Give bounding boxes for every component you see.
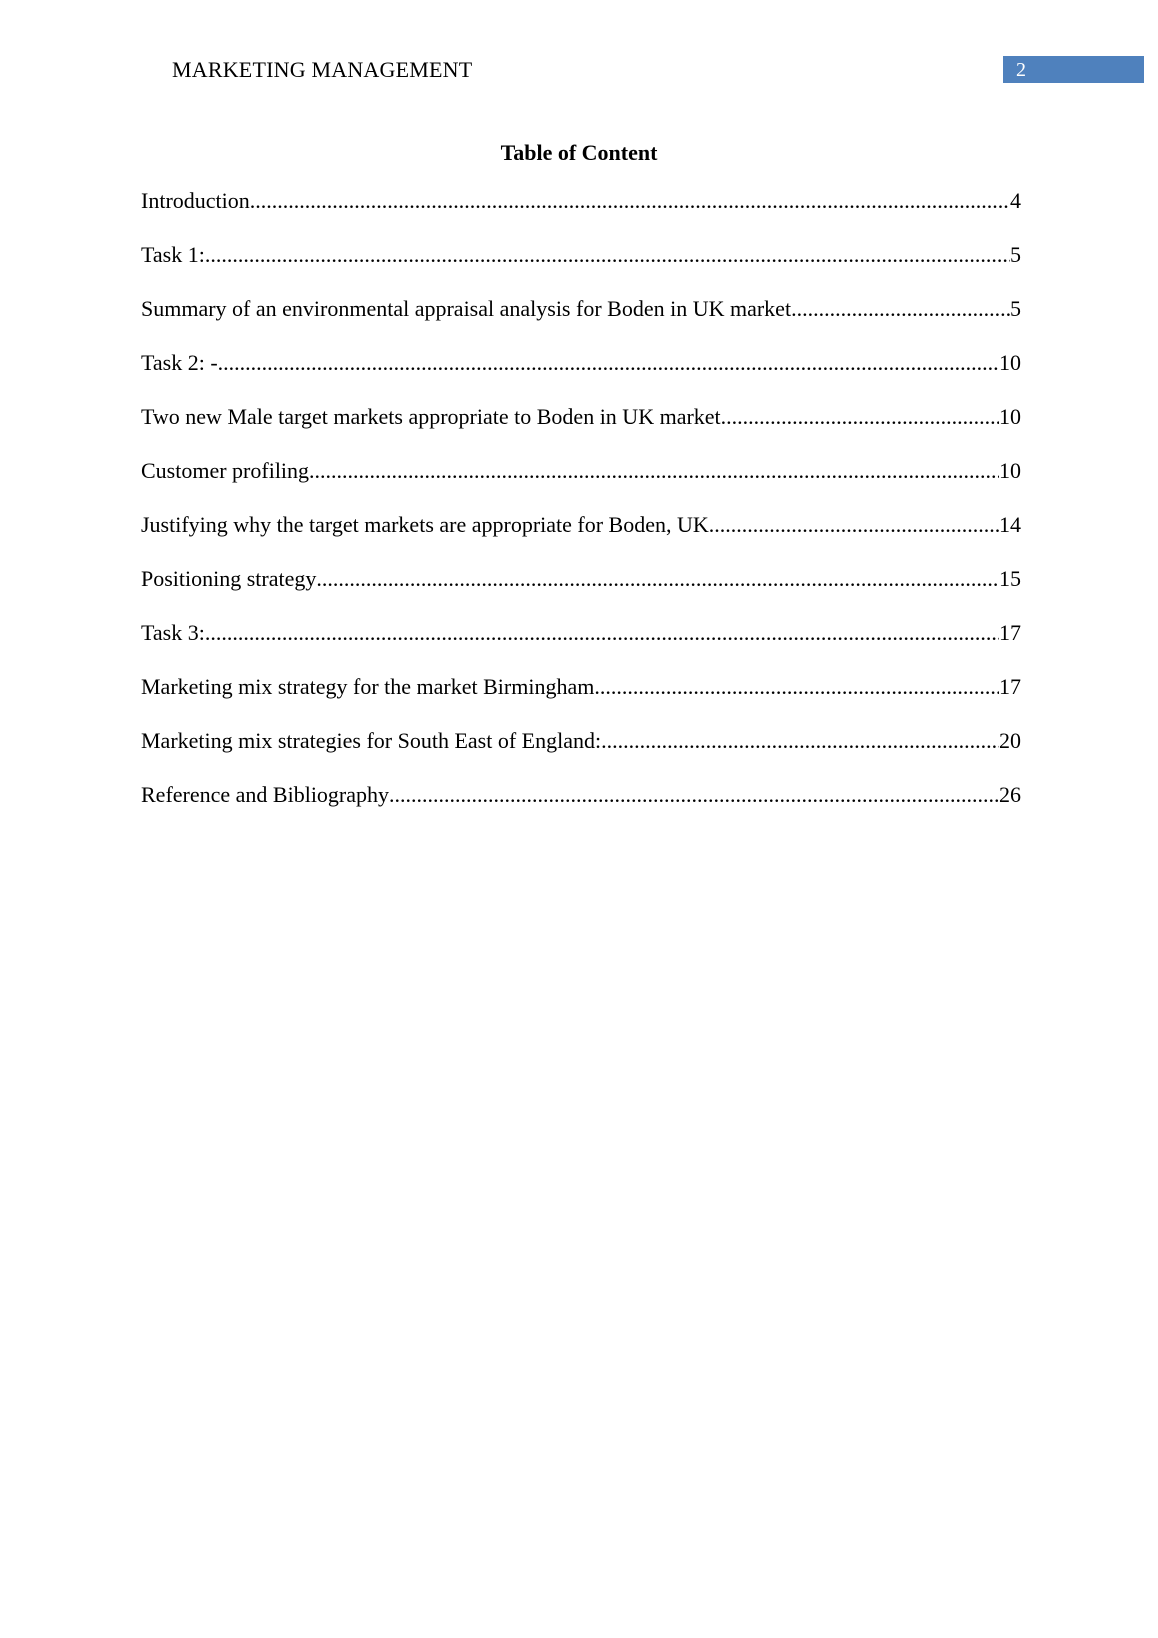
toc-dot-leader (389, 781, 999, 809)
toc-entry-title: Customer profiling (141, 458, 310, 483)
toc-dot-leader (309, 457, 999, 485)
table-of-contents (141, 187, 1021, 835)
toc-entry-title: Summary of an environmental appraisal analysis for Boden in UK market (141, 296, 792, 321)
toc-entry-reference-bibliography[interactable] (141, 781, 1021, 835)
toc-entry-justifying-target-markets[interactable] (141, 511, 1021, 565)
toc-dot-leader (594, 673, 999, 701)
toc-dot-leader (250, 187, 1010, 215)
toc-entry-title: Positioning strategy (141, 566, 317, 591)
toc-entry-page: 10 (999, 404, 1021, 429)
toc-dot-leader (721, 403, 999, 431)
toc-entry-task-3[interactable] (141, 619, 1021, 673)
toc-entry-title: Reference and Bibliography (141, 782, 390, 807)
toc-entry-page: 15 (999, 566, 1021, 591)
page-number-badge (1003, 56, 1144, 83)
toc-entry-customer-profiling[interactable] (141, 457, 1021, 511)
toc-dot-leader (218, 349, 999, 377)
toc-entry-page: 5 (1010, 296, 1021, 321)
toc-entry-title: Two new Male target markets appropriate to Boden in UK market (141, 404, 721, 429)
page-number: 2 (1016, 59, 1026, 81)
toc-dot-leader (205, 619, 999, 647)
toc-entry-title: Introduction (141, 188, 250, 213)
toc-entry-task-2[interactable] (141, 349, 1021, 403)
running-header-title: MARKETING MANAGEMENT (172, 57, 473, 82)
toc-entry-marketing-mix-south-east[interactable] (141, 727, 1021, 781)
toc-entry-page: 17 (999, 674, 1021, 699)
toc-entry-marketing-mix-birmingham[interactable] (141, 673, 1021, 727)
toc-entry-title: Marketing mix strategy for the market Birmingham (141, 674, 595, 699)
toc-entry-title: Task 1: (141, 242, 205, 267)
toc-entry-title: Justifying why the target markets are appropriate for Boden, UK (141, 512, 709, 537)
toc-entry-page: 20 (999, 728, 1021, 753)
toc-entry-title: Task 3: (141, 620, 205, 645)
toc-dot-leader (205, 241, 1010, 269)
toc-dot-leader (316, 565, 999, 593)
toc-entry-introduction[interactable] (141, 187, 1021, 241)
toc-entry-positioning-strategy[interactable] (141, 565, 1021, 619)
toc-entry-task-1[interactable] (141, 241, 1021, 295)
toc-entry-environmental-appraisal[interactable] (141, 295, 1021, 349)
toc-entry-page: 10 (999, 350, 1021, 375)
toc-dot-leader (791, 295, 1010, 323)
toc-entry-page: 4 (1010, 188, 1021, 213)
toc-entry-title: Task 2: - (141, 350, 218, 375)
toc-entry-page: 14 (999, 512, 1021, 537)
toc-heading: Table of Content (500, 140, 658, 165)
toc-dot-leader (709, 511, 999, 539)
toc-entry-page: 26 (999, 782, 1021, 807)
toc-entry-title: Marketing mix strategies for South East of England: (141, 728, 602, 753)
toc-entry-page: 17 (999, 620, 1021, 645)
toc-dot-leader (601, 727, 999, 755)
toc-entry-page: 5 (1010, 242, 1021, 267)
toc-entry-male-target-markets[interactable] (141, 403, 1021, 457)
toc-entry-page: 10 (999, 458, 1021, 483)
